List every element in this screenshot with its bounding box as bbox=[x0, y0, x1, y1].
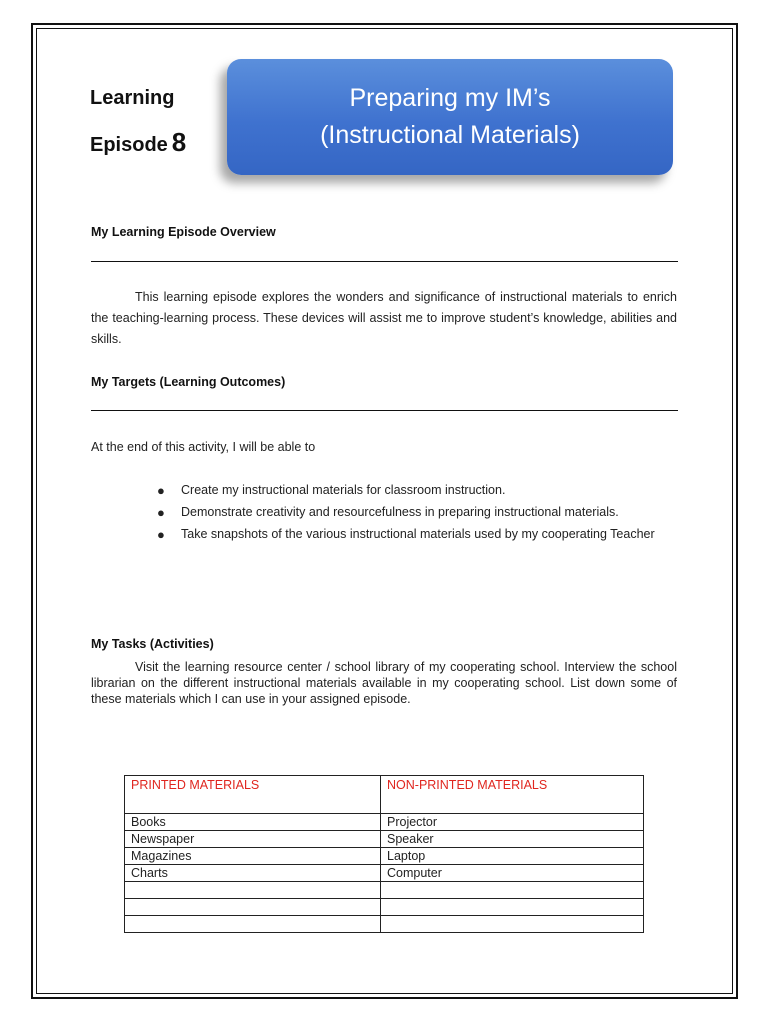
non-printed-header: NON-PRINTED MATERIALS bbox=[381, 776, 644, 814]
target-text: Take snapshots of the various instructional materials used by my cooperating Teacher bbox=[181, 527, 655, 541]
table-cell: Laptop bbox=[381, 848, 644, 865]
table-cell: Projector bbox=[381, 814, 644, 831]
bullet-icon: ● bbox=[157, 483, 165, 498]
table-cell: Books bbox=[125, 814, 381, 831]
table-cell: Speaker bbox=[381, 831, 644, 848]
targets-list bbox=[157, 480, 677, 546]
printed-header: PRINTED MATERIALS bbox=[125, 776, 381, 814]
tasks-heading: My Tasks (Activities) bbox=[91, 637, 214, 651]
overview-heading: My Learning Episode Overview bbox=[91, 225, 276, 239]
table-row bbox=[125, 916, 644, 933]
list-item bbox=[157, 480, 677, 501]
table-row bbox=[125, 831, 644, 848]
materials-table bbox=[124, 775, 644, 933]
table-cell bbox=[125, 882, 381, 899]
bullet-icon: ● bbox=[157, 527, 165, 542]
table-cell bbox=[381, 899, 644, 916]
table-row bbox=[125, 814, 644, 831]
table-cell bbox=[125, 916, 381, 933]
title-banner bbox=[227, 59, 673, 175]
targets-heading: My Targets (Learning Outcomes) bbox=[91, 375, 286, 389]
list-item bbox=[157, 502, 677, 523]
targets-intro: At the end of this activity, I will be able to bbox=[91, 440, 316, 454]
table-row bbox=[125, 899, 644, 916]
table-cell: Magazines bbox=[125, 848, 381, 865]
table-cell: Newspaper bbox=[125, 831, 381, 848]
target-text: Create my instructional materials for classroom instruction. bbox=[181, 483, 506, 497]
tasks-text: Visit the learning resource center / school library of my cooperating school. Interview the school librarian on the different instructional materials available in my cooperating school. List down some of these materials which I can use in your assigned episode. bbox=[91, 660, 677, 706]
overview-text: This learning episode explores the wonders and significance of instructional materials to enrich the teaching-learning process. These devices will assist me to improve student’s knowledge, abilities and skills. bbox=[91, 290, 677, 346]
title-line2: (Instructional Materials) bbox=[320, 121, 580, 149]
table-row bbox=[125, 865, 644, 882]
table-cell: Charts bbox=[125, 865, 381, 882]
episode-number: 8 bbox=[171, 127, 187, 157]
table-row bbox=[125, 848, 644, 865]
episode-label-line1: Learning bbox=[90, 87, 175, 109]
targets-rule bbox=[91, 410, 678, 411]
table-cell: Computer bbox=[381, 865, 644, 882]
episode-word: Episode bbox=[90, 134, 168, 156]
table-cell bbox=[381, 882, 644, 899]
title-line1: Preparing my IM’s bbox=[349, 84, 551, 112]
episode-label-line2 bbox=[90, 127, 186, 158]
list-item bbox=[157, 524, 677, 545]
table-cell bbox=[381, 916, 644, 933]
table-cell bbox=[125, 899, 381, 916]
table-row bbox=[125, 882, 644, 899]
target-text: Demonstrate creativity and resourcefulness in preparing instructional materials. bbox=[181, 505, 619, 519]
table-header-row bbox=[125, 776, 644, 814]
bullet-icon: ● bbox=[157, 505, 165, 520]
overview-rule bbox=[91, 261, 678, 262]
